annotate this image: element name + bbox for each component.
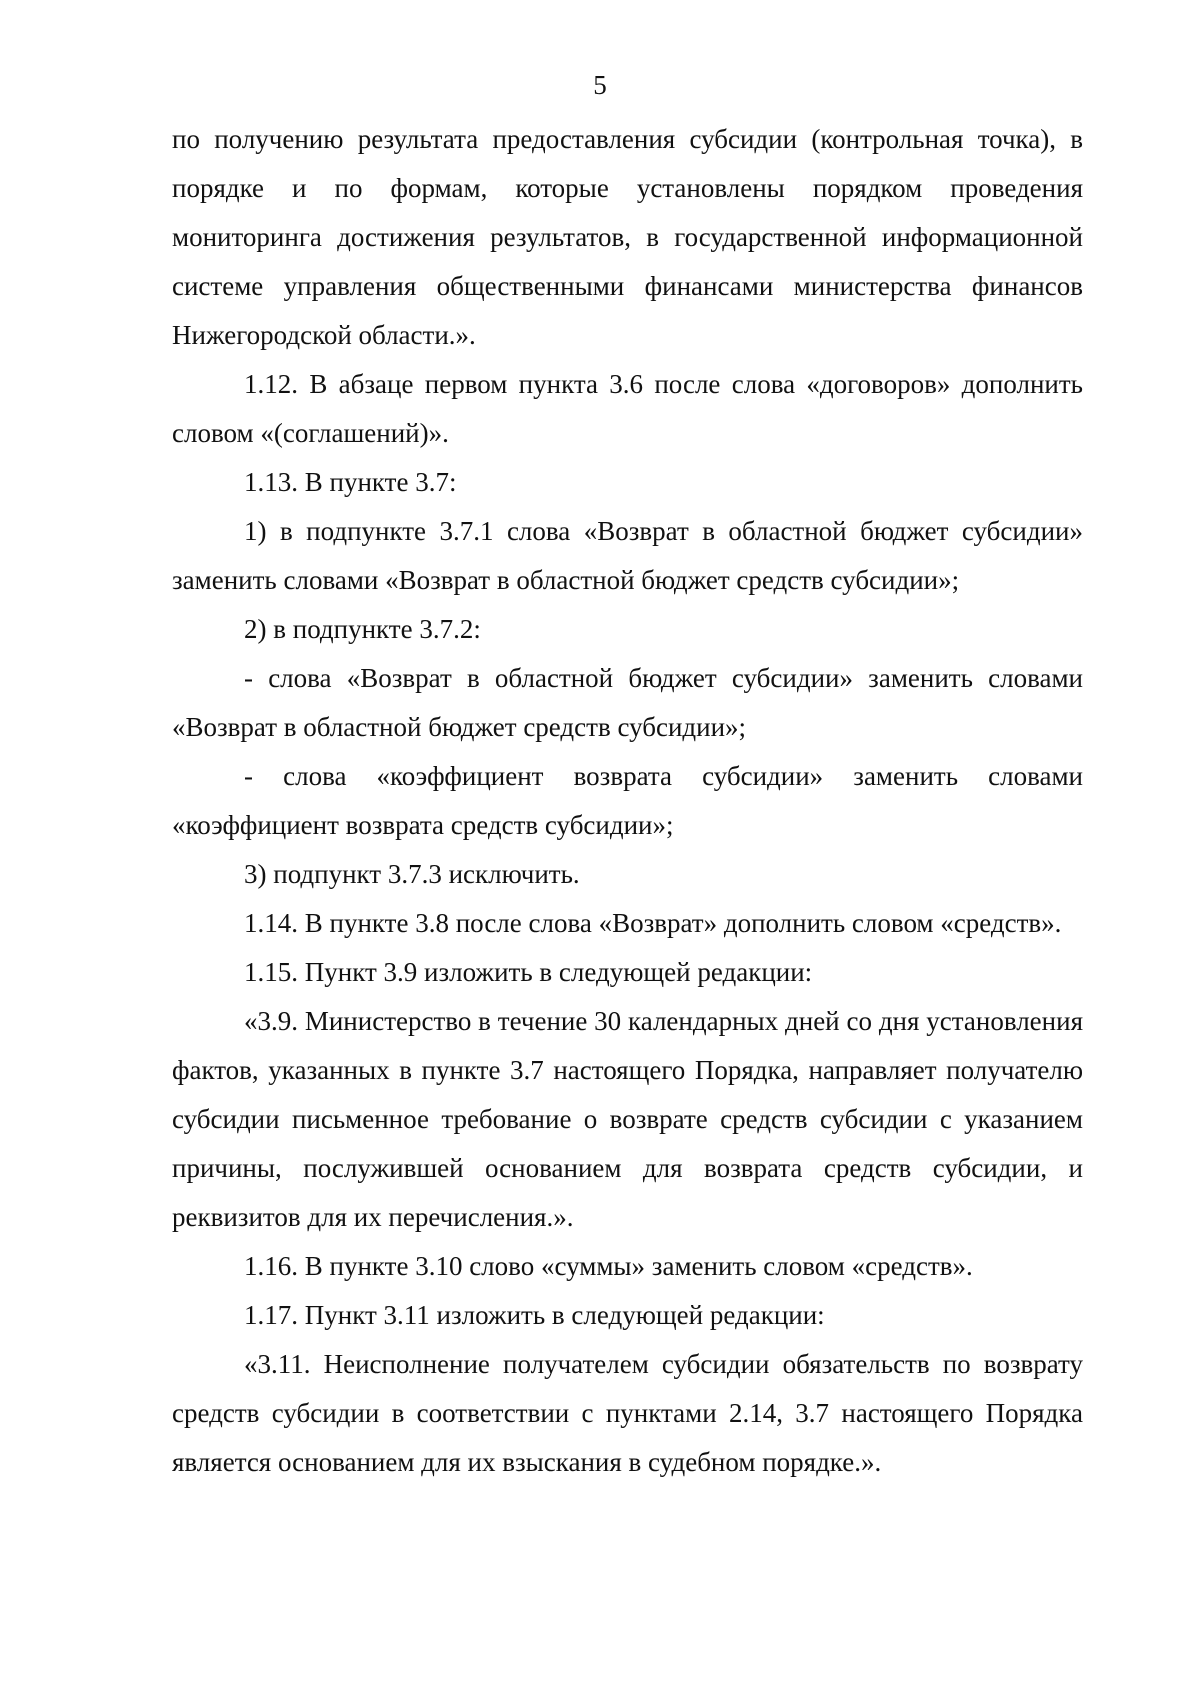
page-number: 5 bbox=[593, 70, 607, 100]
paragraph-1-17: 1.17. Пункт 3.11 изложить в следующей редакции: bbox=[244, 1300, 825, 1330]
paragraph-3-9-quote: «3.9. Министерство в течение 30 календарных дней со дня установления фактов, указанных в пункте 3.7 настоящего Порядка, направляет получателю субсидии письменное требование о возврате средств субсидии с указанием причины, послужившей основанием для возврата средств субсидии, и реквизитов для их перечисления.». bbox=[172, 1006, 1083, 1232]
paragraph-1-14: 1.14. В пункте 3.8 после слова «Возврат» дополнить словом «средств». bbox=[244, 908, 1062, 938]
paragraph-1-15: 1.15. Пункт 3.9 изложить в следующей редакции: bbox=[244, 957, 813, 987]
paragraph-3-11-quote: «3.11. Неисполнение получателем субсидии обязательств по возврату средств субсидии в соответствии с пунктами 2.14, 3.7 настоящего Порядка является основанием для их взыскания в судебном порядке.». bbox=[172, 1349, 1083, 1477]
document-body bbox=[172, 115, 1083, 1487]
paragraph-1-13-item-2-dash-1: - слова «Возврат в областной бюджет субсидии» заменить словами «Возврат в областной бюджет средств субсидии»; bbox=[172, 663, 1083, 742]
paragraph-1-13-item-3: 3) подпункт 3.7.3 исключить. bbox=[244, 859, 580, 889]
paragraph-1-13: 1.13. В пункте 3.7: bbox=[244, 467, 457, 497]
paragraph-continuation: по получению результата предоставления субсидии (контрольная точка), в порядке и по формам, которые установлены порядком проведения мониторинга достижения результатов, в государственной информационной системе управления общественными финансами министерства финансов Нижегородской области.». bbox=[172, 124, 1083, 350]
paragraph-1-12: 1.12. В абзаце первом пункта 3.6 после слова «договоров» дополнить словом «(соглашений)». bbox=[172, 369, 1083, 448]
paragraph-1-13-item-1: 1) в подпункте 3.7.1 слова «Возврат в областной бюджет субсидии» заменить словами «Возврат в областной бюджет средств субсидии»; bbox=[172, 516, 1083, 595]
paragraph-1-16: 1.16. В пункте 3.10 слово «суммы» заменить словом «средств». bbox=[244, 1251, 973, 1281]
paragraph-1-13-item-2: 2) в подпункте 3.7.2: bbox=[244, 614, 481, 644]
paragraph-1-13-item-2-dash-2: - слова «коэффициент возврата субсидии» заменить словами «коэффициент возврата средств субсидии»; bbox=[172, 761, 1083, 840]
